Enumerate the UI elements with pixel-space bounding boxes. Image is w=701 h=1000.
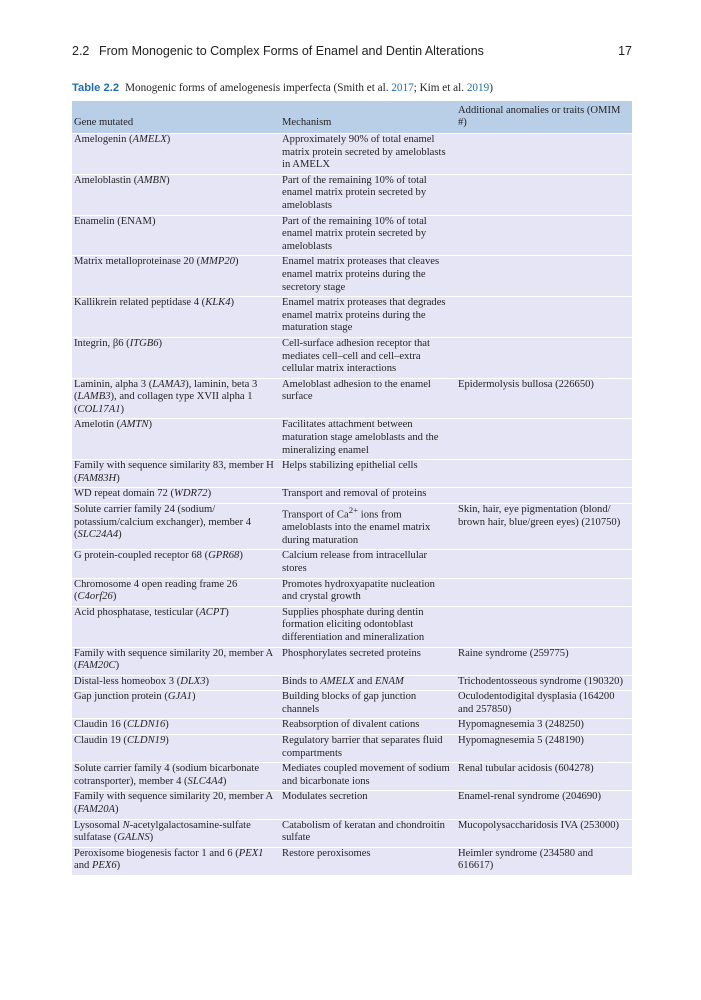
cell-gene: Solute carrier family 4 (sodium bicarbonate cotransporter), member 4 (SLC4A4) [72, 763, 278, 791]
cell-gene: Integrin, β6 (ITGB6) [72, 337, 278, 378]
cell-mechanism: Ameloblast adhesion to the enamel surface [278, 378, 454, 419]
running-head [72, 44, 632, 58]
cell-mechanism: Phosphorylates secreted proteins [278, 647, 454, 675]
cell-anomaly [454, 460, 632, 488]
table-row [72, 578, 632, 606]
cell-gene: Matrix metalloproteinase 20 (MMP20) [72, 256, 278, 297]
cell-gene: Claudin 16 (CLDN16) [72, 719, 278, 735]
table-row [72, 763, 632, 791]
table-row [72, 297, 632, 338]
table-row [72, 735, 632, 763]
cell-anomaly [454, 419, 632, 460]
citation-link[interactable]: 2017 [391, 82, 414, 94]
table-row [72, 488, 632, 504]
table-row [72, 647, 632, 675]
cell-mechanism: Promotes hydroxyapatite nucleation and crystal growth [278, 578, 454, 606]
cell-mechanism: Enamel matrix proteases that cleaves enamel matrix proteins during the secretory stage [278, 256, 454, 297]
cell-mechanism: Calcium release from intracellular stores [278, 550, 454, 578]
citation-link[interactable]: 2019 [466, 82, 490, 94]
cell-mechanism: Supplies phosphate during dentin formation eliciting odontoblast differentiation and mineralization [278, 606, 454, 647]
table-row [72, 460, 632, 488]
cell-mechanism: Reabsorption of divalent cations [278, 719, 454, 735]
cell-gene: G protein-coupled receptor 68 (GPR68) [72, 550, 278, 578]
cell-gene: Laminin, alpha 3 (LAMA3), laminin, beta 3 (LAMB3), and collagen type XVII alpha 1 (COL17A1) [72, 378, 278, 419]
cell-gene: Amelotin (AMTN) [72, 419, 278, 460]
cell-mechanism: Cell-surface adhesion receptor that mediates cell–cell and cell–extra cellular matrix interactions [278, 337, 454, 378]
cell-gene: Family with sequence similarity 83, member H (FAM83H) [72, 460, 278, 488]
cell-gene: WD repeat domain 72 (WDR72) [72, 488, 278, 504]
table-row [72, 550, 632, 578]
caption-text-mid: ; Kim et al. [413, 82, 467, 94]
table-row [72, 419, 632, 460]
table-label: Table 2.2 [72, 82, 120, 94]
column-header-anomalies: Additional anomalies or traits (OMIM #) [454, 101, 632, 134]
table-row [72, 504, 632, 550]
cell-mechanism: Facilitates attachment between maturation stage ameloblasts and the mineralizing enamel [278, 419, 454, 460]
cell-gene: Family with sequence similarity 20, member A (FAM20C) [72, 647, 278, 675]
cell-gene: Enamelin (ENAM) [72, 215, 278, 256]
cell-anomaly: Trichodentosseous syndrome (190320) [454, 675, 632, 691]
caption-text-end: ) [489, 82, 493, 94]
table-header-row [72, 101, 632, 134]
cell-anomaly: Oculodentodigital dysplasia (164200 and 257850) [454, 691, 632, 719]
table-row [72, 606, 632, 647]
cell-anomaly [454, 337, 632, 378]
cell-anomaly: Raine syndrome (259775) [454, 647, 632, 675]
cell-mechanism: Enamel matrix proteases that degrades enamel matrix proteins during the maturation stage [278, 297, 454, 338]
cell-anomaly: Hypomagnesemia 5 (248190) [454, 735, 632, 763]
cell-mechanism: Regulatory barrier that separates fluid compartments [278, 735, 454, 763]
cell-anomaly [454, 578, 632, 606]
cell-mechanism: Catabolism of keratan and chondroitin sulfate [278, 819, 454, 847]
table-row [72, 256, 632, 297]
cell-anomaly [454, 174, 632, 215]
cell-gene: Claudin 19 (CLDN19) [72, 735, 278, 763]
cell-anomaly [454, 134, 632, 175]
cell-anomaly [454, 297, 632, 338]
table-body [72, 134, 632, 876]
cell-gene: Solute carrier family 24 (sodium/ potassium/calcium exchanger), member 4 (SLC24A4) [72, 504, 278, 550]
amelogenesis-table [72, 101, 632, 875]
cell-mechanism: Transport and removal of proteins [278, 488, 454, 504]
cell-anomaly: Renal tubular acidosis (604278) [454, 763, 632, 791]
cell-anomaly [454, 488, 632, 504]
cell-gene: Ameloblastin (AMBN) [72, 174, 278, 215]
cell-gene: Chromosome 4 open reading frame 26 (C4orf26) [72, 578, 278, 606]
cell-mechanism: Modulates secretion [278, 791, 454, 819]
section-title: From Monogenic to Complex Forms of Enamel and Dentin Alterations [99, 44, 484, 58]
section-number: 2.2 [72, 44, 90, 58]
table-row [72, 819, 632, 847]
cell-gene: Kallikrein related peptidase 4 (KLK4) [72, 297, 278, 338]
caption-text: Monogenic forms of amelogenesis imperfecta (Smith et al. [125, 82, 392, 94]
column-header-mechanism: Mechanism [278, 101, 454, 134]
table-row [72, 719, 632, 735]
cell-anomaly: Enamel-renal syndrome (204690) [454, 791, 632, 819]
cell-mechanism: Restore peroxisomes [278, 847, 454, 875]
cell-anomaly: Heimler syndrome (234580 and 616617) [454, 847, 632, 875]
table-row [72, 174, 632, 215]
cell-mechanism: Transport of $Ca^{2+}$ ions from ameloblasts into the enamel matrix during maturation [278, 504, 454, 550]
cell-gene: Peroxisome biogenesis factor 1 and 6 (PEX1 and PEX6) [72, 847, 278, 875]
cell-gene: Amelogenin (AMELX) [72, 134, 278, 175]
table-row [72, 791, 632, 819]
cell-gene: Distal-less homeobox 3 (DLX3) [72, 675, 278, 691]
page-number: 17 [618, 44, 632, 58]
table-row [72, 134, 632, 175]
cell-anomaly: Hypomagnesemia 3 (248250) [454, 719, 632, 735]
cell-gene: Acid phosphatase, testicular (ACPT) [72, 606, 278, 647]
table-row [72, 337, 632, 378]
cell-mechanism: Part of the remaining 10% of total enamel matrix protein secreted by ameloblasts [278, 215, 454, 256]
cell-anomaly [454, 215, 632, 256]
cell-mechanism: Part of the remaining 10% of total enamel matrix protein secreted by ameloblasts [278, 174, 454, 215]
cell-anomaly: Epidermolysis bullosa (226650) [454, 378, 632, 419]
cell-mechanism: Approximately 90% of total enamel matrix protein secreted by ameloblasts in AMELX [278, 134, 454, 175]
cell-gene: Family with sequence similarity 20, member A (FAM20A) [72, 791, 278, 819]
table-row [72, 378, 632, 419]
table-row [72, 847, 632, 875]
cell-anomaly [454, 550, 632, 578]
cell-anomaly: Mucopolysaccharidosis IVA (253000) [454, 819, 632, 847]
cell-mechanism: Building blocks of gap junction channels [278, 691, 454, 719]
cell-mechanism: Mediates coupled movement of sodium and bicarbonate ions [278, 763, 454, 791]
table-caption [72, 82, 632, 94]
column-header-gene: Gene mutated [72, 101, 278, 134]
cell-anomaly [454, 256, 632, 297]
table-row [72, 215, 632, 256]
cell-mechanism: Binds to AMELX and ENAM [278, 675, 454, 691]
table-row [72, 691, 632, 719]
cell-mechanism: Helps stabilizing epithelial cells [278, 460, 454, 488]
cell-gene: Gap junction protein (GJA1) [72, 691, 278, 719]
cell-anomaly: Skin, hair, eye pigmentation (blond/ brown hair, blue/green eyes) (210750) [454, 504, 632, 550]
cell-anomaly [454, 606, 632, 647]
cell-gene: Lysosomal N-acetylgalactosamine-sulfate sulfatase (GALNS) [72, 819, 278, 847]
table-row [72, 675, 632, 691]
